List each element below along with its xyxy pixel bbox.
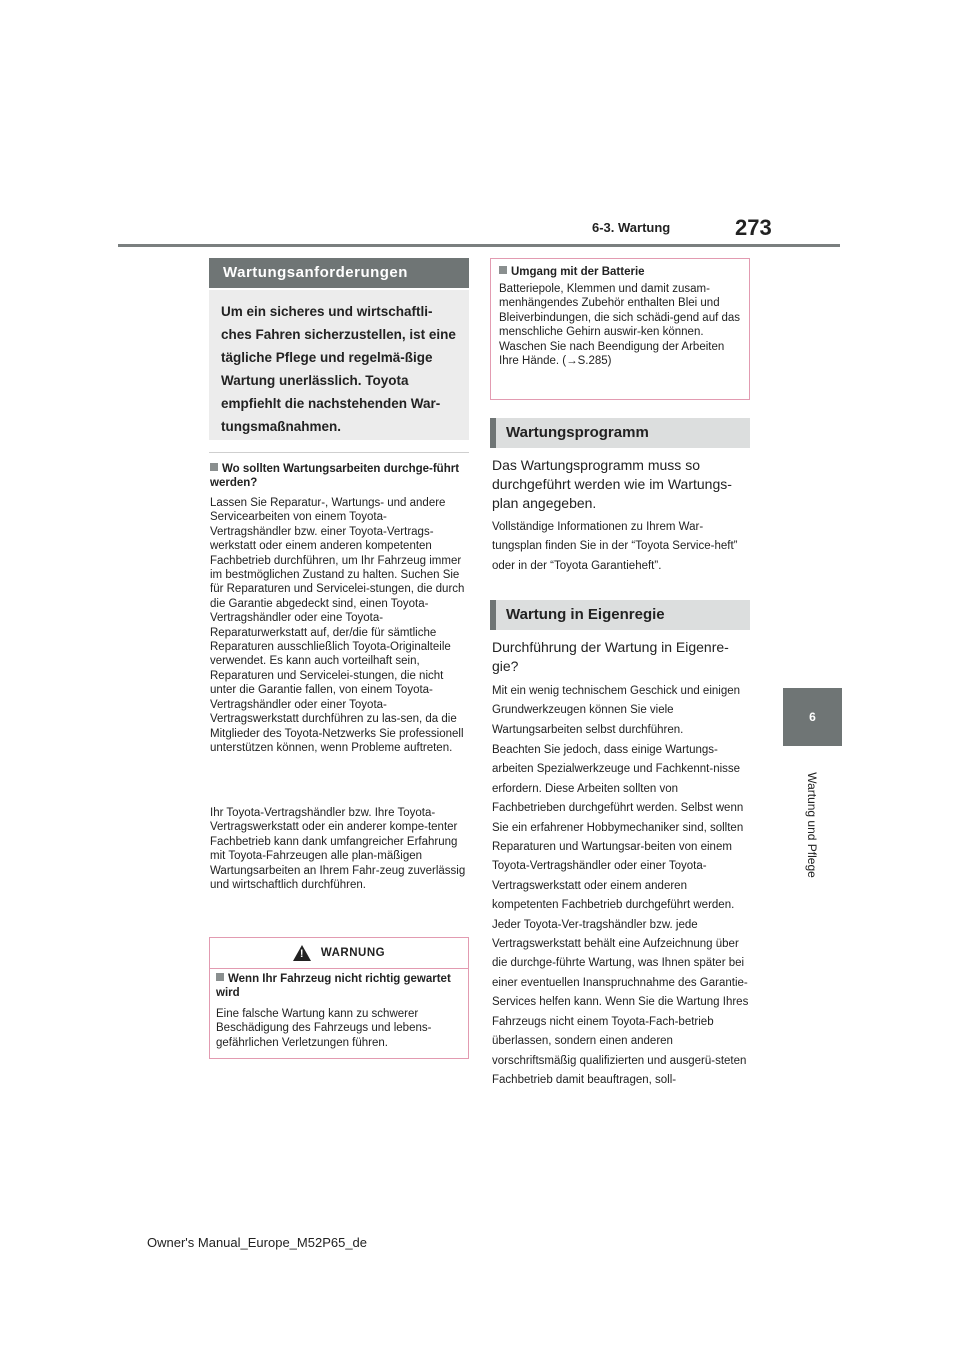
battery-text: Batteriepole, Klemmen und damit zusam-menhängendes Zubehör enthalten Blei und Bleiverbindungen, die sich schädi-gend auf das menschliche Gehirn auswir-ken können. Waschen Sie nach Beendigung der Arbeiten Ihre Hände. (→S.285): [499, 283, 741, 368]
program-lead: Das Wartungsprogramm muss so durchgeführt werden wie im Wartungs-plan angegeben.: [492, 457, 732, 511]
warning-subhead-text: Wenn Ihr Fahrzeug nicht richtig gewartet wird: [216, 973, 451, 999]
square-bullet-icon: [210, 463, 218, 471]
heading-wartung-eigenregie: Wartung in Eigenregie: [490, 600, 750, 630]
paragraph-2: Ihr Toyota-Vertragshändler bzw. Ihre Toyota-Vertragswerkstatt oder ein anderer kompe-tenter Fachbetrieb kann dank umfangreicher Erfahrung mit Toyota-Fahrzeugen alle plan-mäßigen Wartungsarbeiten an Ihrem Fahr-zeug zuverlässig und wirtschaftlich durchführen.: [210, 807, 466, 892]
battery-subhead: [499, 265, 741, 279]
chapter-label: [792, 760, 832, 890]
section-title: 6-3. Wartung: [592, 220, 671, 235]
heading-wartungsprogramm: Wartungsprogramm: [490, 418, 750, 448]
warning-header: [210, 938, 468, 969]
warning-subhead: [216, 972, 460, 1000]
question-text: Wo sollten Wartungsarbeiten durchge-führt werden?: [210, 463, 460, 489]
heading-wartungsanforderungen: Wartungsanforderungen: [209, 258, 469, 288]
chapter-tab: [783, 688, 842, 746]
warning-title: WARNUNG: [320, 947, 386, 959]
page-number: 273: [735, 215, 772, 240]
intro-box: Um ein sicheres und wirtschaftli-ches Fahren sicherzustellen, ist eine tägliche Pflege und regelmä-ßige Wartung unerlässlich. Toyota empfiehlt die nachstehenden War-tungsmaßnahmen.: [209, 290, 469, 440]
self-text-2: Beachten Sie jedoch, dass einige Wartungs-arbeiten Spezialwerkzeuge und Fachkennt-nisse erfordern. Diese Arbeiten sollten von Fachbetrieben durchgeführt werden. Selbst wenn Sie ein erfahrener Hobbymechaniker sind, sollten Reparaturen und Wartungsar-beiten von einem Toyota-Vertragshändler oder einer Toyota-Vertragswerkstatt oder einem anderen kompetenten Fachbetrieb durchgeführt werden. Jeder Toyota-Ver-tragshändler bzw. jede Vertragswerkstatt behält eine Aufzeichnung über die durchge-führte Wartung, was Ihnen später bei einer eventuellen Inanspruchnahme des Garantie-Services helfen kann. Wenn Sie die Wartung Ihres Fahrzeugs nicht einem Toyota-Fach-betrieb überlassen, sondern einen anderen vorschriftsmäßig qualifizierten und ausgerü-steten Fachbetrieb damit beauftragen, soll-: [492, 744, 749, 1086]
self-lead: Durchführung der Wartung in Eigenre-gie?: [492, 639, 729, 674]
divider: [209, 452, 469, 453]
warning-box: [209, 937, 469, 1059]
question-heading: [210, 462, 468, 490]
battery-subhead-text: Umgang mit der Batterie: [511, 266, 645, 278]
self-text-1: Mit ein wenig technischem Geschick und einigen Grundwerkzeugen können Sie viele Wartungsarbeiten selbst durchführen.: [492, 685, 741, 736]
chapter-label-text: Wartung und Pflege: [805, 772, 819, 878]
paragraph-1: Lassen Sie Reparatur-, Wartungs- und andere Servicearbeiten von einem Toyota-Vertragshändler bzw. einer Toyota-Vertrags-werkstatt oder einem anderen kompetenten Fachbetrieb durchführen, um Ihr Fahrzeug immer im bestmöglichen Zustand zu halten. Suchen Sie für Reparaturen und Servicelei-stungen, die durch die Garantie abgedeckt sind, einen Toyota-Vertragshändler oder eine Toyota-Reparaturwerkstatt auf, der/die für sämtliche Reparaturen ausschließlich Toyota-Originalteile verwendet. Es kann auch vorteilhaft sein, Reparaturen und Servicelei-stungen, die nicht unter die Garantie fallen, von einem Toyota-Vertragshändler oder einer Toyota-Vertragswerkstatt durchführen zu las-sen, da die Mitglieder des Toyota-Netzwerks Sie professionell unterstützen können, wenn Probleme auftreten.: [210, 497, 465, 754]
program-text: Vollständige Informationen zu Ihrem War-tungsplan finden Sie in der “Toyota Service-heft” oder in der “Toyota Garantieheft”.: [492, 521, 738, 572]
warning-text: Eine falsche Wartung kann zu schwerer Beschädigung des Fahrzeugs und lebens-gefährlichen Verletzungen führen.: [216, 1008, 432, 1049]
footer-text: Owner's Manual_Europe_M52P65_de: [147, 1235, 368, 1250]
square-bullet-icon: [499, 266, 507, 274]
square-bullet-icon: [216, 973, 224, 981]
chapter-number: 6: [809, 710, 816, 724]
warning-triangle-icon: !: [293, 945, 311, 961]
header-divider: [118, 244, 840, 247]
battery-notice-box: [490, 258, 750, 400]
